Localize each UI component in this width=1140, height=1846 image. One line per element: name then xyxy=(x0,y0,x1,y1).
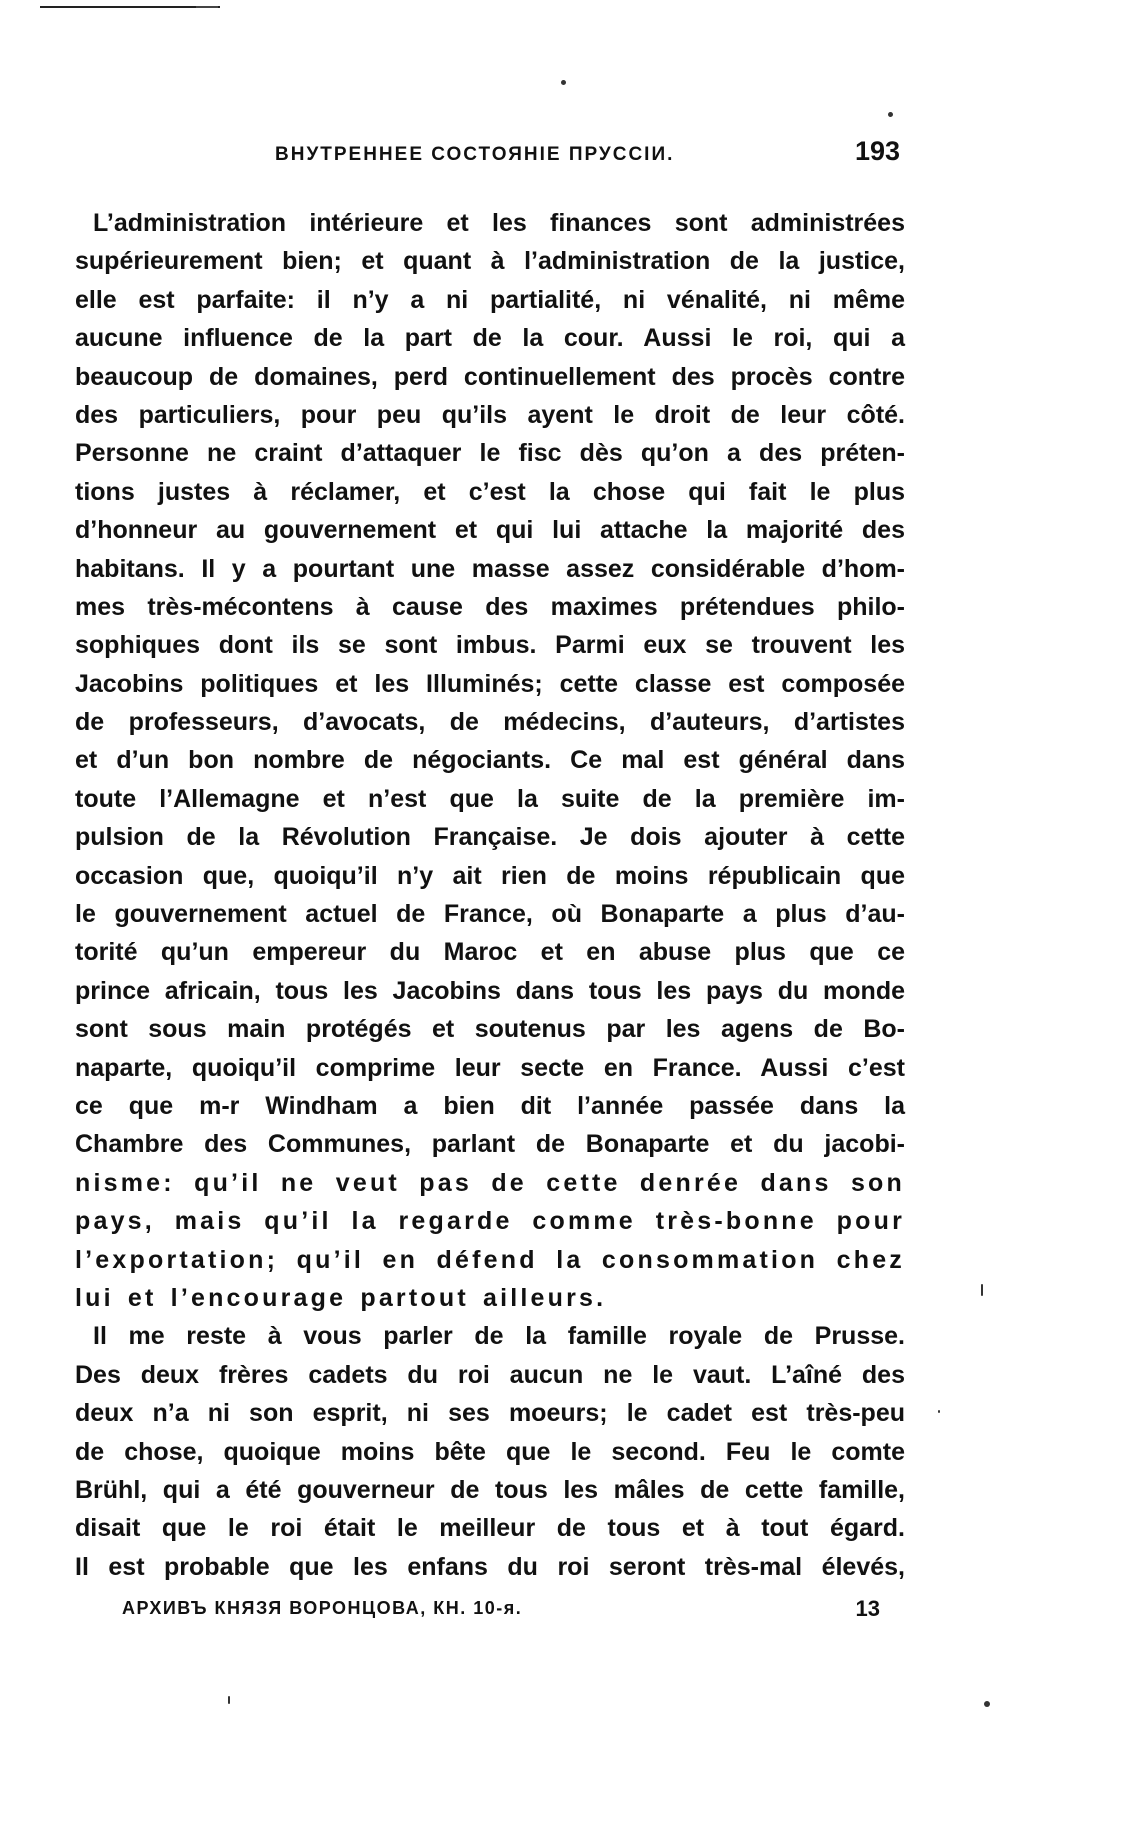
speck xyxy=(888,112,893,117)
page-edge-dash xyxy=(196,6,218,8)
text-line: sophiques dont ils se sont imbus. Parmi eux se trouvent les xyxy=(75,631,905,660)
speck xyxy=(981,1284,983,1296)
text-line: deux n’a ni son esprit, ni ses moeurs; le cadet est très-peu xyxy=(75,1399,905,1428)
text-line-spaced: pays, mais qu’il la regarde comme très-bonne pour xyxy=(75,1207,905,1236)
speck xyxy=(228,1696,230,1704)
text-line-spaced: l’exportation; qu’il en défend la consommation chez xyxy=(75,1245,905,1274)
body-text xyxy=(75,204,905,1586)
text-line: ce que m-r Windham a bien dit l’année passée dans la xyxy=(75,1091,905,1120)
text-line: toute l’Allemagne et n’est que la suite de la première im- xyxy=(75,784,905,813)
text-line: habitans. Il y a pourtant une masse assez considérable d’hom- xyxy=(75,554,905,583)
text-line: occasion que, quoiqu’il n’y ait rien de moins républicain que xyxy=(75,861,905,890)
text-line: prince africain, tous les Jacobins dans tous les pays du monde xyxy=(75,976,905,1005)
text-line: Brühl, qui a été gouverneur de tous les mâles de cette famille, xyxy=(75,1475,905,1504)
text-line-spaced: lui et l’encourage partout ailleurs. xyxy=(75,1283,607,1312)
text-line: des particuliers, pour peu qu’ils ayent le droit de leur côté. xyxy=(75,400,905,429)
text-line: naparte, quoiqu’il comprime leur secte en France. Aussi c’est xyxy=(75,1053,905,1082)
text-line: mes très-mécontens à cause des maximes prétendues philo- xyxy=(75,592,905,621)
text-line: Des deux frères cadets du roi aucun ne le vaut. L’aîné des xyxy=(75,1360,905,1389)
page-number: 193 xyxy=(854,136,900,166)
text-line: le gouvernement actuel de France, où Bonaparte a plus d’au- xyxy=(75,900,905,929)
running-head: ВНУТРЕННЕЕ СОСТОЯНІЕ ПРУССІИ. xyxy=(275,144,675,165)
text-line: Il me reste à vous parler de la famille royale de Prusse. xyxy=(93,1322,905,1351)
text-line: Jacobins politiques et les Illuminés; cette classe est composée xyxy=(75,669,905,698)
speck xyxy=(938,1410,940,1413)
text-line: aucune influence de la part de la cour. Aussi le roi, qui a xyxy=(75,324,905,353)
signature-text: АРХИВЪ КНЯЗЯ ВОРОНЦОВА, КН. 10-я. xyxy=(122,1598,523,1618)
speck xyxy=(984,1701,990,1707)
text-line: de professeurs, d’avocats, de médecins, d’auteurs, d’artistes xyxy=(75,708,905,737)
text-line: sont sous main protégés et soutenus par les agens de Bo- xyxy=(75,1015,905,1044)
text-line: Chambre des Communes, parlant de Bonaparte et du jacobi- xyxy=(75,1130,905,1159)
text-line-spaced: nisme: qu’il ne veut pas de cette denrée dans son xyxy=(75,1168,905,1197)
text-line: beaucoup de domaines, perd continuellement des procès contre xyxy=(75,362,905,391)
text-line: elle est parfaite: il n’y a ni partialité, ni vénalité, ni même xyxy=(75,285,905,314)
signature-line xyxy=(122,1596,880,1626)
signature-number: 13 xyxy=(855,1596,880,1621)
page-header xyxy=(70,136,900,170)
text-line: Personne ne craint d’attaquer le fisc dès qu’on a des préten- xyxy=(75,439,905,468)
text-line: supérieurement bien; et quant à l’administration de la justice, xyxy=(75,247,905,276)
text-line: tions justes à réclamer, et c’est la chose qui fait le plus xyxy=(75,477,905,506)
text-line: disait que le roi était le meilleur de tous et à tout égard. xyxy=(75,1514,905,1543)
text-line: L’administration intérieure et les finances sont administrées xyxy=(93,209,905,237)
text-line: d’honneur au gouvernement et qui lui attache la majorité des xyxy=(75,516,905,545)
speck xyxy=(561,80,566,85)
text-line: Il est probable que les enfans du roi seront très-mal élevés, xyxy=(75,1552,905,1581)
page-edge-line xyxy=(40,6,220,8)
text-line: et d’un bon nombre de négociants. Ce mal est général dans xyxy=(75,746,905,775)
text-line: torité qu’un empereur du Maroc et en abuse plus que ce xyxy=(75,938,905,967)
text-line: de chose, quoique moins bête que le second. Feu le comte xyxy=(75,1437,905,1466)
text-line: pulsion de la Révolution Française. Je dois ajouter à cette xyxy=(75,823,905,852)
